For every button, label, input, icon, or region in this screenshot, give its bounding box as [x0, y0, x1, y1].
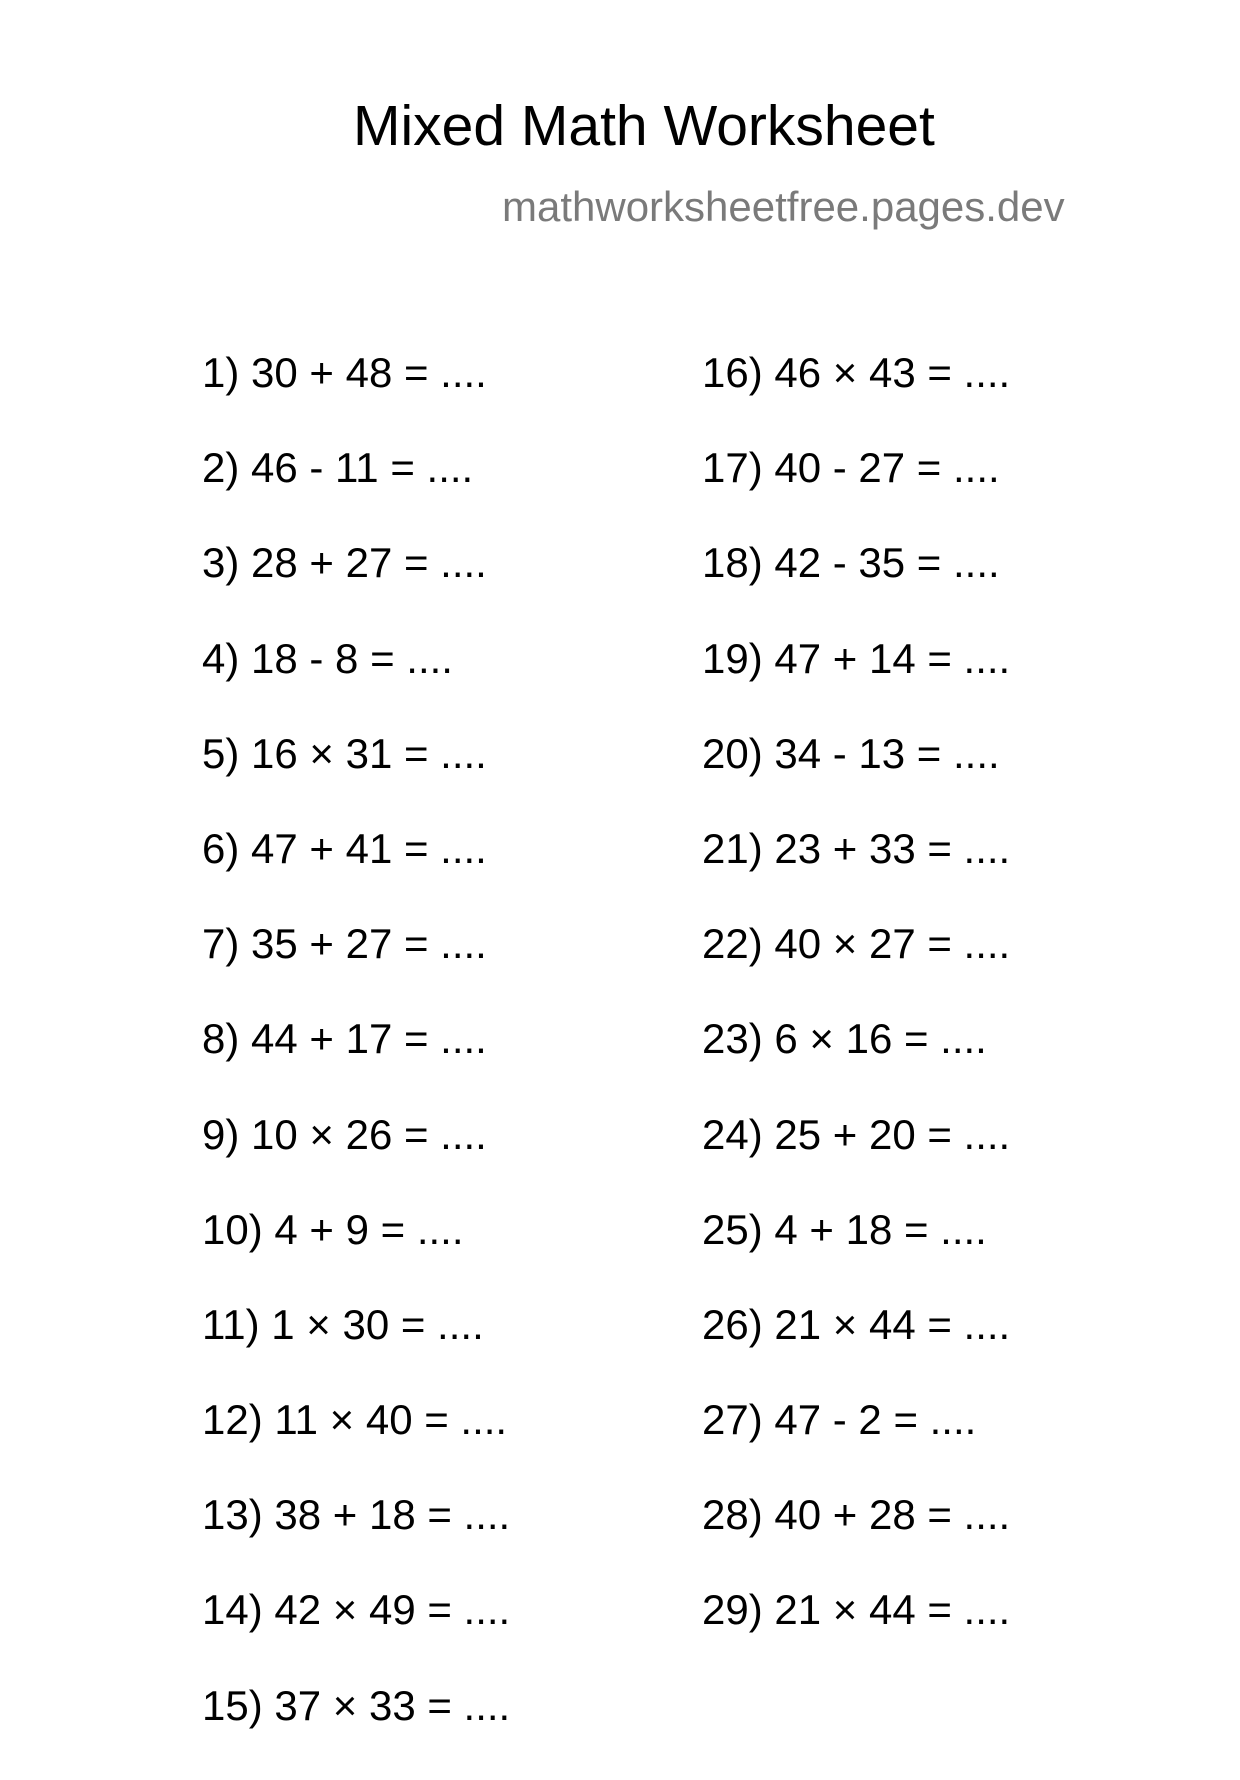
problem-16: 16) 46 × 43 = ....	[702, 349, 1011, 396]
problem-1: 1) 30 + 48 = ....	[202, 349, 487, 396]
problem-5: 5) 16 × 31 = ....	[202, 729, 487, 777]
problem-24: 24) 25 + 20 = ....	[702, 1110, 1011, 1158]
problem-15: 15) 37 × 33 = ....	[202, 1681, 511, 1729]
problem-list-right	[702, 349, 1011, 1685]
problem-17: 17) 40 - 27 = ....	[702, 444, 1000, 492]
problem-21: 21) 23 + 33 = ....	[702, 824, 1011, 872]
problem-22: 22) 40 × 27 = ....	[702, 920, 1011, 968]
problem-2: 2) 46 - 11 = ....	[202, 444, 474, 492]
problem-25: 25) 4 + 18 = ....	[702, 1205, 987, 1253]
problem-19: 19) 47 + 14 = ....	[702, 634, 1011, 682]
worksheet-source: mathworksheetfree.pages.dev	[502, 183, 1065, 230]
problem-7: 7) 35 + 27 = ....	[202, 920, 487, 968]
problem-28: 28) 40 + 28 = ....	[702, 1491, 1011, 1539]
problem-13: 13) 38 + 18 = ....	[202, 1491, 511, 1539]
worksheet-title: Mixed Math Worksheet	[353, 94, 935, 158]
problem-23: 23) 6 × 16 = ....	[702, 1015, 987, 1063]
problem-18: 18) 42 - 35 = ....	[702, 539, 1000, 587]
problem-11: 11) 1 × 30 = ....	[202, 1300, 484, 1348]
problem-12: 12) 11 × 40 = ....	[202, 1396, 508, 1444]
problem-4: 4) 18 - 8 = ....	[202, 634, 453, 682]
problem-29: 29) 21 × 44 = ....	[702, 1586, 1011, 1634]
problem-9: 9) 10 × 26 = ....	[202, 1110, 487, 1158]
problem-6: 6) 47 + 41 = ....	[202, 824, 487, 872]
problem-14: 14) 42 × 49 = ....	[202, 1586, 511, 1634]
problem-list-left	[202, 349, 511, 1780]
problem-3: 3) 28 + 27 = ....	[202, 539, 487, 587]
problem-26: 26) 21 × 44 = ....	[702, 1300, 1011, 1348]
problem-8: 8) 44 + 17 = ....	[202, 1015, 487, 1063]
problem-20: 20) 34 - 13 = ....	[702, 729, 1000, 777]
problem-27: 27) 47 - 2 = ....	[702, 1396, 977, 1444]
problem-10: 10) 4 + 9 = ....	[202, 1205, 464, 1253]
